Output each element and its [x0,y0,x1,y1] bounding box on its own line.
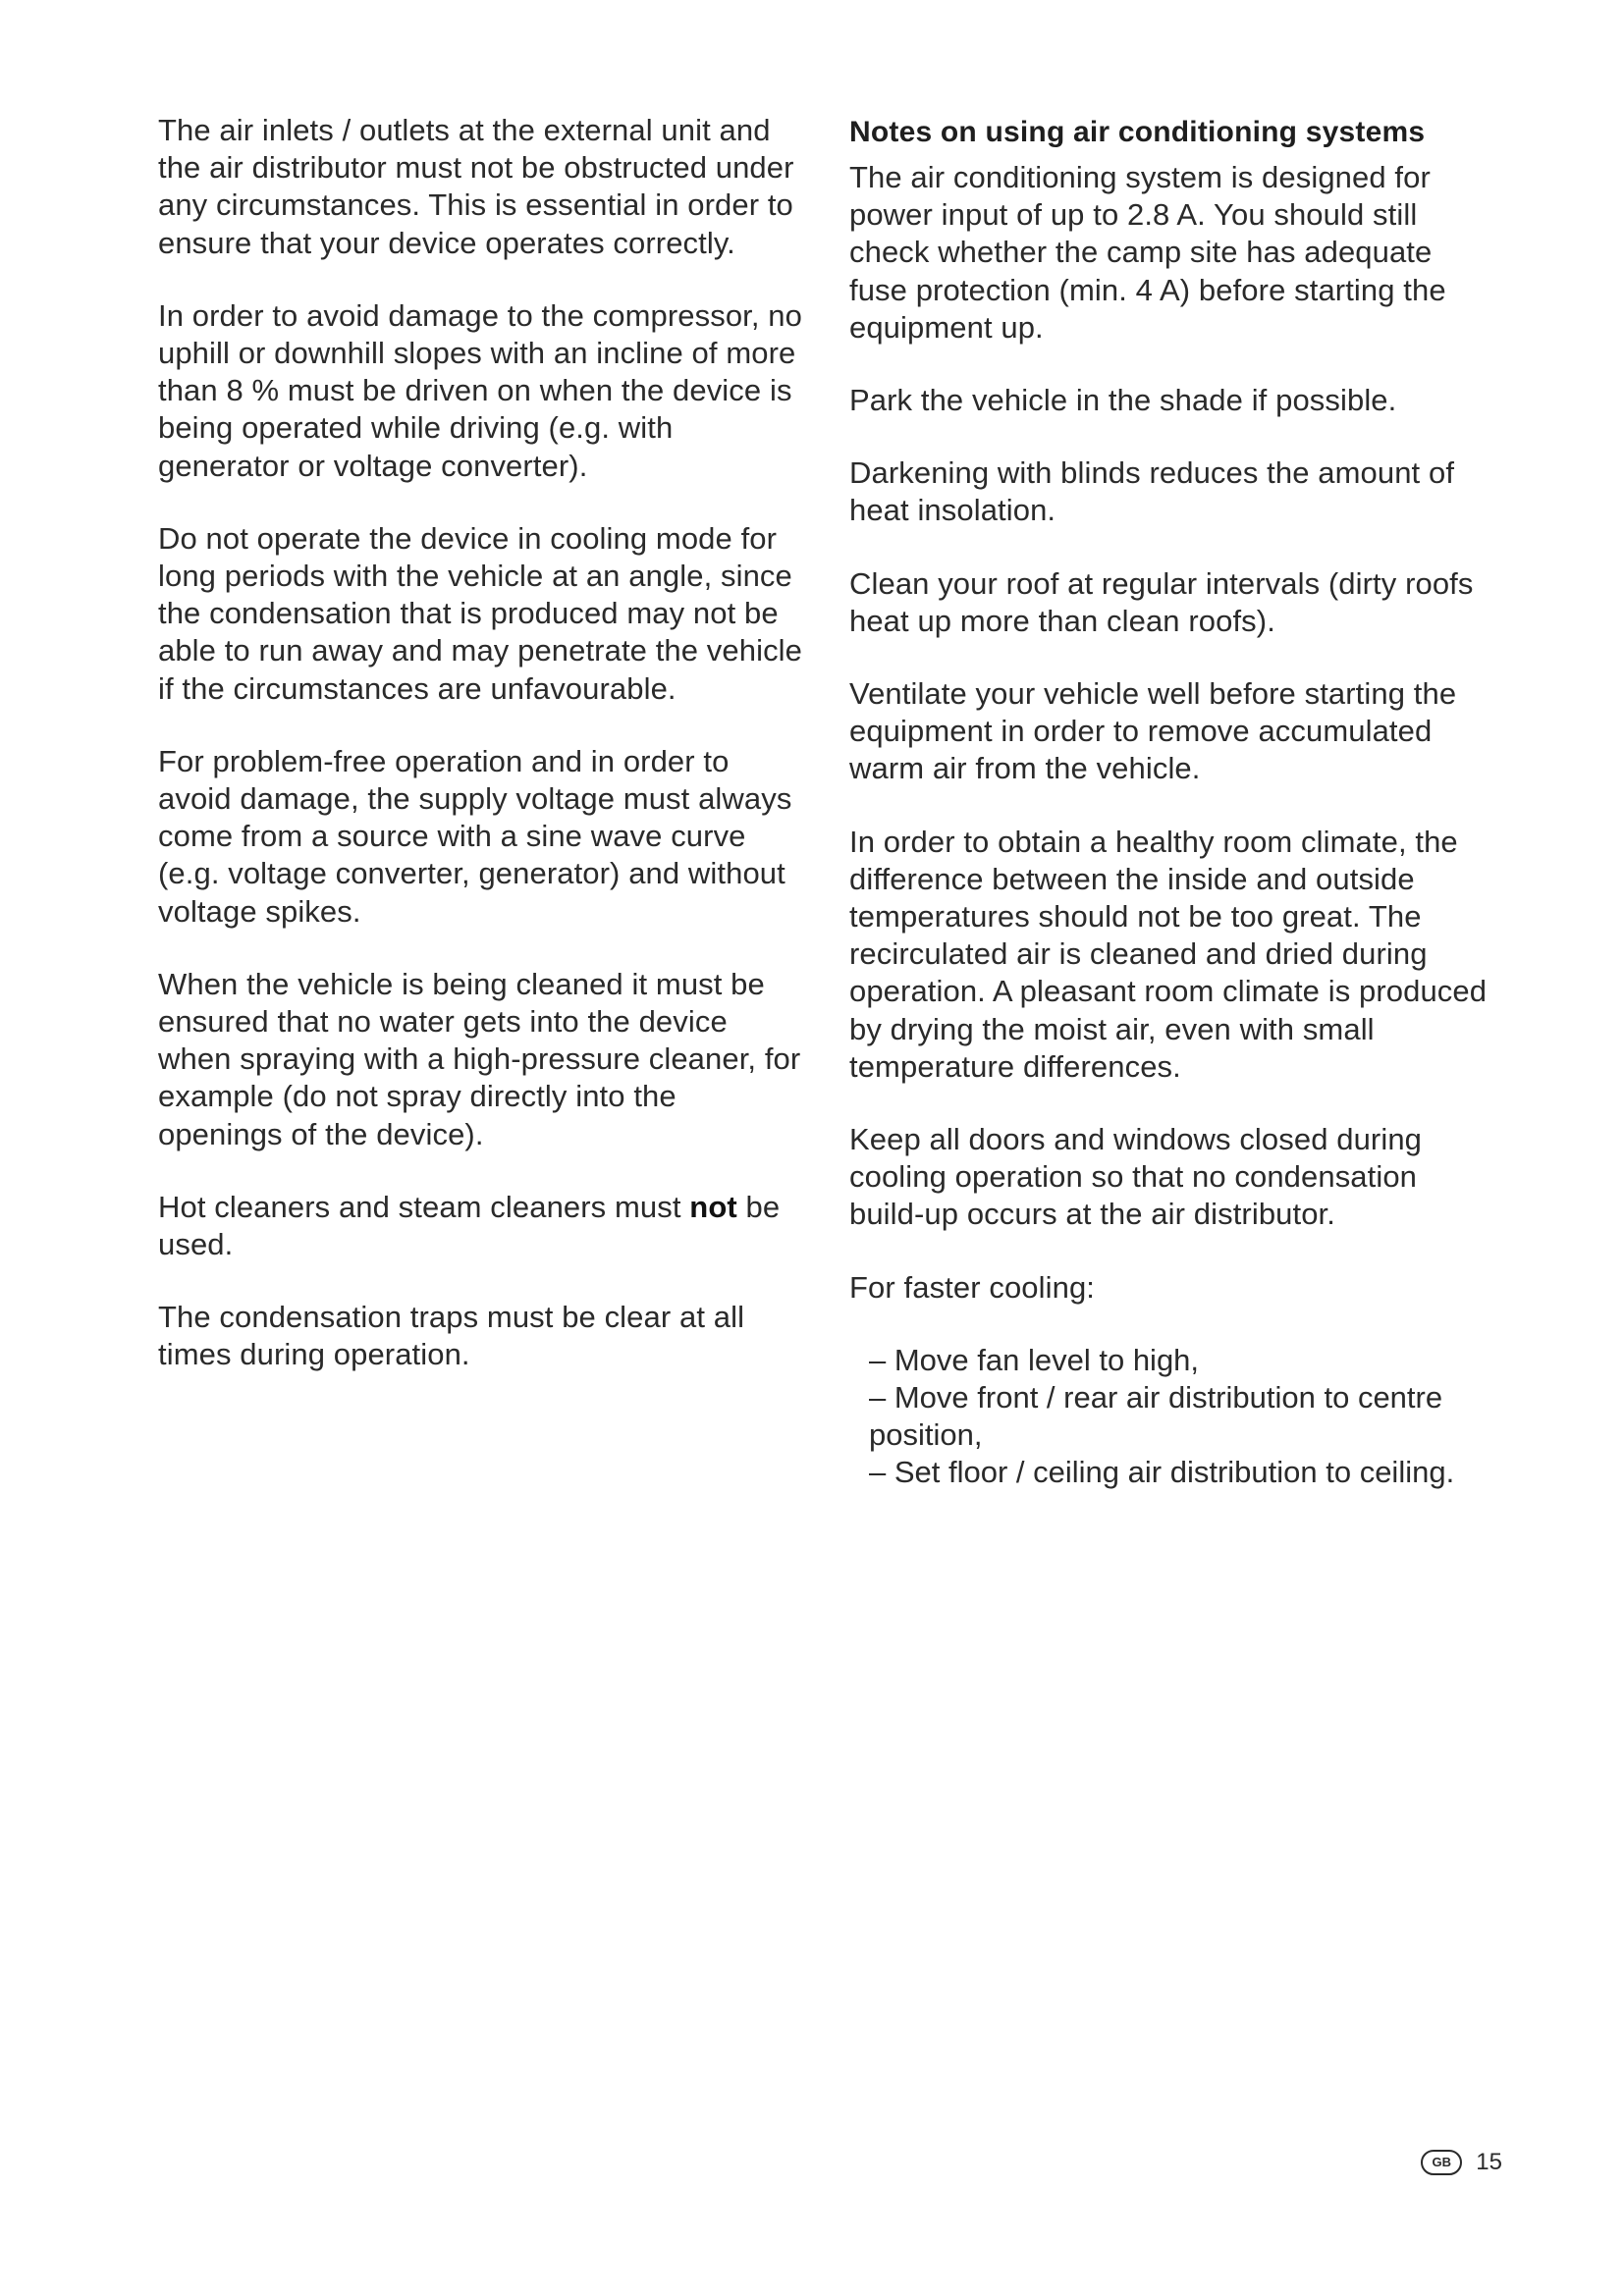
page-number: 15 [1476,2149,1502,2175]
paragraph-cooling-angle: Do not operate the device in cooling mode for long periods with the vehicle at an angle, since the condensation that is produced may not be able to run away and may penetrate the vehicle if the circumstances are unfavourable. [158,520,803,706]
paragraph-faster-cooling: For faster cooling: [849,1269,1096,1305]
paragraph-condensation-traps: The condensation traps must be clear at all times during operation. [158,1300,745,1372]
paragraph-supply-voltage: For problem-free operation and in order to avoid damage, the supply voltage must always come from a source with a sine wave curve (e.g. voltage converter, generator) and without voltage spikes. [158,743,792,929]
section-heading: Notes on using air conditioning systems [849,116,1426,148]
paragraph-cleaning: When the vehicle is being cleaned it must be ensured that no water gets into the device when spraying with a high-pressure cleaner, for example (do not spray directly into the openings of the device). [158,966,801,1151]
paragraph-hot-cleaners [158,1189,806,1263]
country-badge-icon: GB [1421,2150,1462,2175]
paragraph-slope-warning: In order to avoid damage to the compressor, no uphill or downhill slopes with an incline of more than 8 % must be driven on when the device is being operated while driving (e.g. with generator or voltage converter). [158,297,802,483]
paragraph-shade: Park the vehicle in the shade if possible. [849,383,1397,418]
page-footer [1421,2149,1502,2176]
paragraph-doors-windows: Keep all doors and windows closed during cooling operation so that no condensation build-up occurs at the air distributor. [849,1122,1423,1232]
paragraph-clean-roof: Clean your roof at regular intervals (dirty roofs heat up more than clean roofs). [849,565,1474,638]
left-column [158,112,806,1410]
paragraph-air-inlets: The air inlets / outlets at the external unit and the air distributor must not be obstructed under any circumstances. This is essential in order to ensure that your device operates correctly. [158,113,794,260]
paragraph-ventilate: Ventilate your vehicle well before starting the equipment in order to remove accumulated warm air from the vehicle. [849,676,1457,786]
list-item: – Set floor / ceiling air distribution to ceiling. [869,1455,1455,1490]
list-item: – Move fan level to high, [869,1342,1200,1377]
list-item: – Move front / rear air distribution to centre position, [869,1380,1443,1453]
hot-cleaners-text-pre: Hot cleaners and steam cleaners must [158,1189,690,1224]
right-column [849,112,1497,1492]
hot-cleaners-text-post: be used. [158,1189,781,1262]
paragraph-blinds: Darkening with blinds reduces the amount of heat insolation. [849,455,1455,528]
hot-cleaners-emphasis: not [689,1189,737,1224]
faster-cooling-list [869,1342,1497,1492]
paragraph-room-climate: In order to obtain a healthy room climate, the difference between the inside and outside temperatures should not be too great. The recirculated air is cleaned and dried during operation. A pleasant room climate is produced by drying the moist air, even with small temperature differences. [849,824,1488,1084]
paragraph-power-input: The air conditioning system is designed for power input of up to 2.8 A. You should still check whether the camp site has adequate fuse protection (min. 4 A) before starting the equipment up. [849,160,1446,345]
